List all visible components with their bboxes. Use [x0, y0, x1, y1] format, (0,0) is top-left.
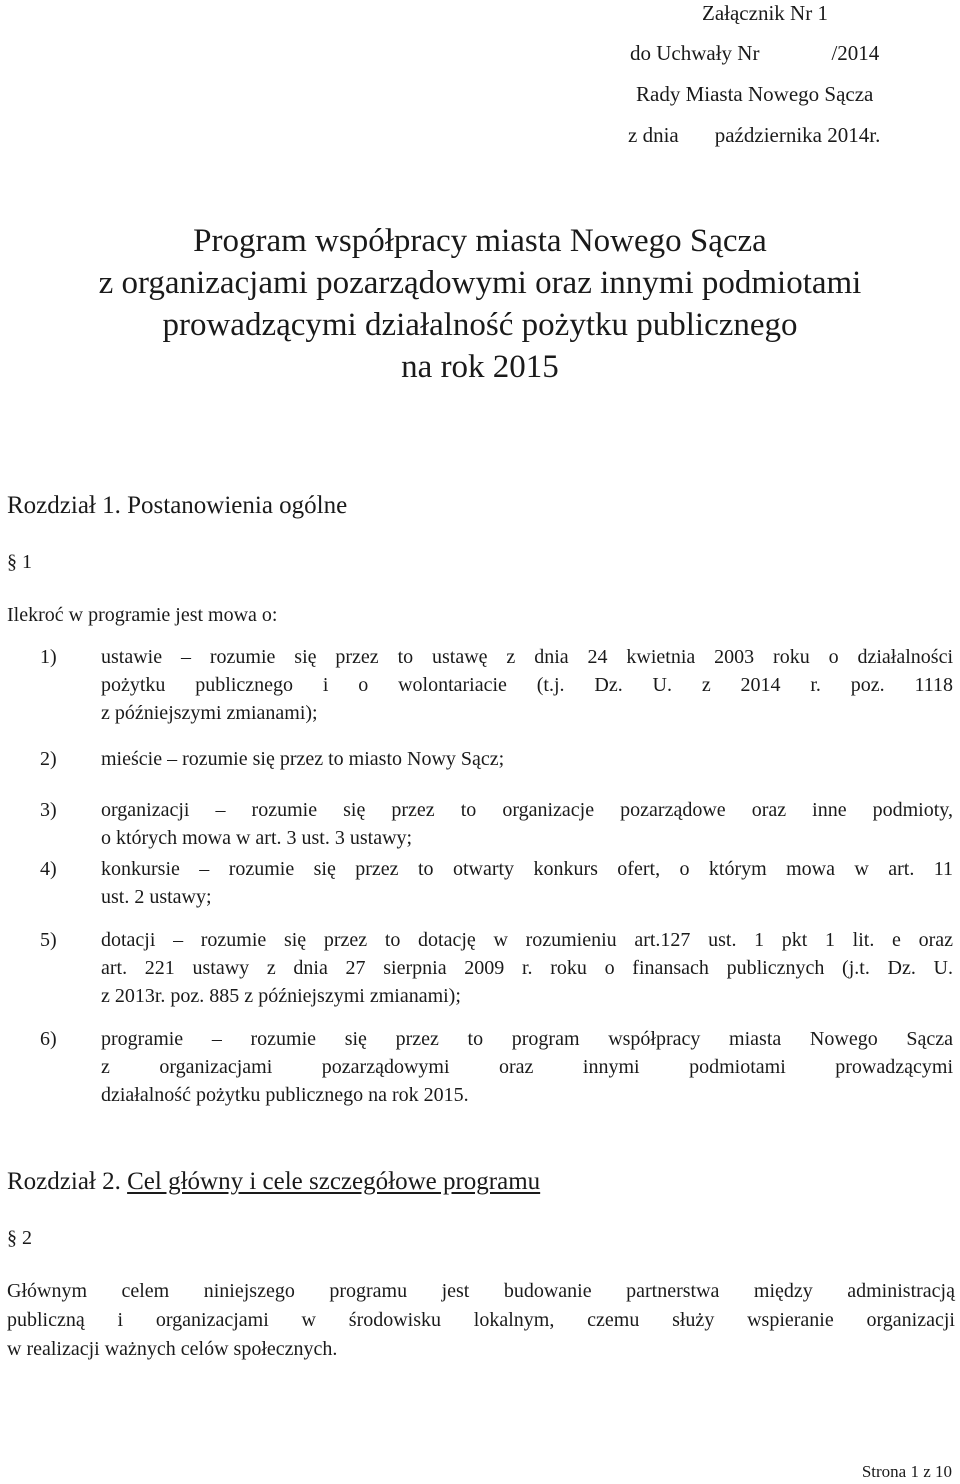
paragraph-2-mark: § 2: [7, 1227, 32, 1249]
body-line: Głównym celem niniejszego programu jest budowanie partnerstwa między administracją: [7, 1280, 955, 1302]
page-number: Strona 1 z 10: [861, 1462, 952, 1481]
list-item-text: [101, 643, 953, 727]
list-item-line: konkursie – rozumie się przez to otwarty konkurs ofert, o którym mowa w art. 11: [101, 858, 953, 880]
annex-date-label: z dnia: [628, 123, 679, 147]
list-item-line: art. 221 ustawy z dnia 27 sierpnia 2009 r. roku o finansach publicznych (j.t. Dz. U.: [101, 957, 953, 979]
annex-resolution-label: do Uchwały Nr: [630, 41, 760, 65]
list-item-marker: 3): [40, 799, 57, 821]
list-item-line: programie – rozumie się przez to program współpracy miasta Nowego Sącza: [101, 1028, 953, 1050]
body-line: publiczną i organizacjami w środowisku lokalnym, czemu służy wspieranie organizacji: [7, 1309, 955, 1331]
list-item-text: [101, 745, 953, 773]
annex-line-3: Rady Miasta Nowego Sącza: [636, 82, 874, 106]
list-item-marker: 4): [40, 858, 57, 880]
chapter-1-name: Postanowienia ogólne: [127, 492, 348, 519]
list-item-line: ustawie – rozumie się przez to ustawę z dnia 24 kwietnia 2003 roku o działalności: [101, 646, 953, 668]
chapter-1-number: Rozdział 1.: [7, 492, 121, 519]
chapter-2-body: [7, 1277, 955, 1364]
list-item-marker: 6): [40, 1028, 57, 1050]
title-line-1: Program współpracy miasta Nowego Sącza: [193, 223, 767, 259]
list-item-marker: 1): [40, 646, 57, 668]
list-item-line: pożytku publicznego i o wolontariacie (t.j. Dz. U. z 2014 r. poz. 1118: [101, 674, 953, 696]
annex-line-4: [628, 120, 880, 150]
annex-line-2: [630, 38, 879, 68]
list-item-line: mieście – rozumie się przez to miasto Nowy Sącz;: [101, 748, 505, 770]
list-item-line: działalność pożytku publicznego na rok 2015.: [101, 1084, 469, 1106]
list-item-marker: 2): [40, 748, 57, 770]
annex-resolution-year: /2014: [831, 41, 880, 65]
annex-line-1: Załącznik Nr 1: [702, 1, 828, 25]
list-item-text: [101, 796, 953, 852]
chapter-2-heading: [7, 1167, 540, 1197]
list-item-line: organizacji – rozumie się przez to organizacje pozarządowe oraz inne podmioty,: [101, 799, 953, 821]
title-line-4: na rok 2015: [401, 349, 559, 385]
list-item-line: o których mowa w art. 3 ust. 3 ustawy;: [101, 827, 413, 849]
chapter-1-heading: [7, 491, 347, 521]
list-item-marker: 5): [40, 929, 57, 951]
list-item-line: z organizacjami pozarządowymi oraz innymi podmiotami prowadzącymi: [101, 1056, 953, 1078]
document-title: [0, 220, 960, 388]
chapter-2-number: Rozdział 2.: [7, 1168, 121, 1195]
annex-date-value: października 2014r.: [714, 123, 881, 147]
title-line-2: z organizacjami pozarządowymi oraz innymi podmiotami: [98, 265, 862, 301]
chapter-1-intro: Ilekroć w programie jest mowa o:: [7, 604, 278, 626]
list-item-text: [101, 1025, 953, 1109]
list-item-line: z 2013r. poz. 885 z późniejszymi zmianami);: [101, 985, 461, 1007]
list-item-text: [101, 855, 953, 911]
list-item-line: ust. 2 ustawy;: [101, 886, 212, 908]
list-item-line: dotacji – rozumie się przez to dotację w rozumieniu art.127 ust. 1 pkt 1 lit. e oraz: [101, 929, 953, 951]
title-line-3: prowadzącymi działalność pożytku publicznego: [162, 307, 798, 343]
chapter-2-name: Cel główny i cele szczegółowe programu: [127, 1168, 541, 1195]
body-line: w realizacji ważnych celów społecznych.: [7, 1338, 338, 1360]
paragraph-1-mark: § 1: [7, 551, 32, 573]
list-item-line: z późniejszymi zmianami);: [101, 702, 318, 724]
list-item-text: [101, 926, 953, 1010]
